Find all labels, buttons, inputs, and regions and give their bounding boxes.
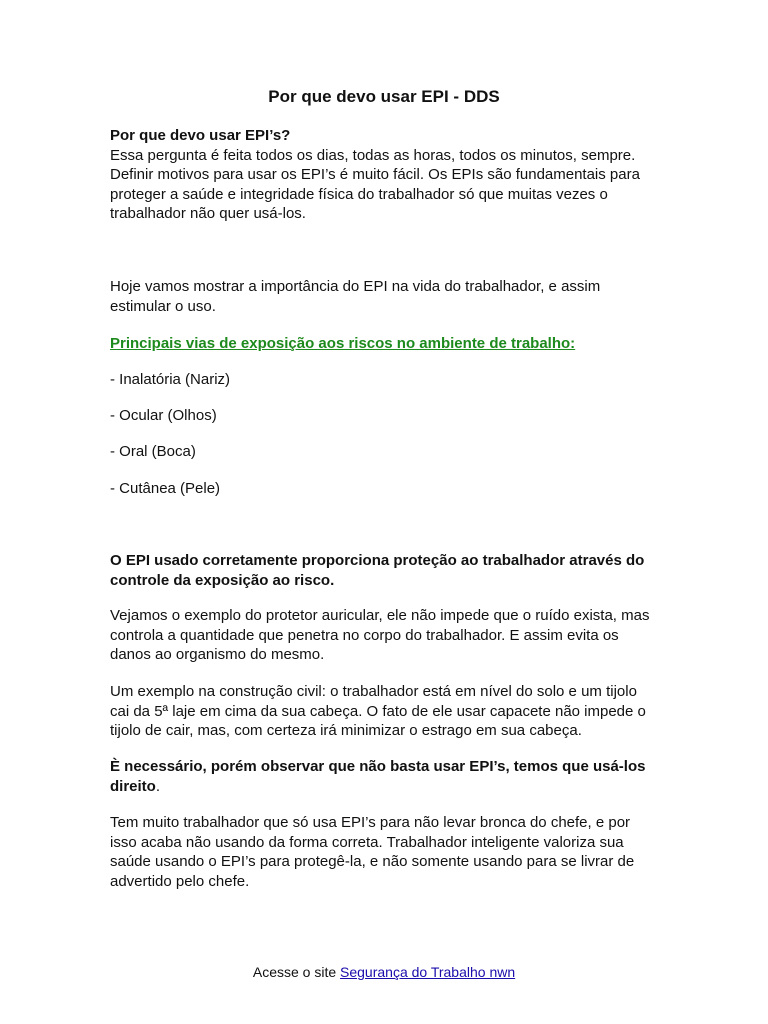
exposure-item-ocular: - Ocular (Olhos) <box>110 407 217 424</box>
exposure-item-oral: - Oral (Boca) <box>110 443 196 460</box>
exposure-item <box>110 370 650 390</box>
ear-example-section <box>110 606 650 665</box>
construction-example-paragraph: Um exemplo na construção civil: o trabalhador está em nível do solo e um tijolo cai da 5ª laje em cima da sua cabeça. O fato de ele usar capacete não impede o tijolo de cair, mas, com certeza irá minimizar o estrago em sua cabeça. <box>110 683 646 739</box>
epi-statement: O EPI usado corretamente proporciona proteção ao trabalhador através do controle da exposição ao risco. <box>110 552 645 589</box>
intro-question: Por que devo usar EPI’s? <box>110 127 291 144</box>
epi-statement-section <box>110 551 650 590</box>
exposure-item-cutanea: - Cutânea (Pele) <box>110 480 221 497</box>
intro-paragraph: Essa pergunta é feita todos os dias, todas as horas, todos os minutos, sempre. Definir motivos para usar os EPI’s é muito fácil. Os EPIs são fundamentais para proteger a saúde e integridade física do trabalhador só que muitas vezes o trabalhador não quer usá-los. <box>110 146 640 222</box>
page-title: Por que devo usar EPI - DDS <box>268 87 500 106</box>
exposure-item <box>110 442 650 462</box>
footer-prefix: Acesse o site <box>252 964 341 980</box>
exposure-item-inalatoria: - Inalatória (Nariz) <box>110 371 231 388</box>
necessary-section <box>110 757 650 796</box>
footer-site-link[interactable]: Segurança do Trabalho nwn <box>340 964 516 980</box>
necessary-statement: È necessário, porém observar que não basta usar EPI’s, temos que usá-los direito <box>110 758 646 795</box>
footer <box>0 963 768 981</box>
closing-section <box>110 813 650 891</box>
today-section <box>110 277 650 316</box>
exposure-item <box>110 406 650 426</box>
closing-paragraph: Tem muito trabalhador que só usa EPI’s para não levar bronca do chefe, e por isso acaba não usando da forma correta. Trabalhador inteligente valoriza sua saúde usando o EPI’s para protegê-la, e não somente usando para se livrar de advertido pelo chefe. <box>110 814 635 890</box>
exposure-heading: Principais vias de exposição aos riscos no ambiente de trabalho: <box>110 335 576 352</box>
ear-example-paragraph: Vejamos o exemplo do protetor auricular, ele não impede que o ruído exista, mas controla a quantidade que penetra no corpo do trabalhador. E assim evita os danos ao organismo do mesmo. <box>110 607 650 663</box>
intro-section <box>110 126 650 224</box>
exposure-item <box>110 479 650 499</box>
today-paragraph: Hoje vamos mostrar a importância do EPI na vida do trabalhador, e assim estimular o uso. <box>110 278 601 315</box>
construction-example-section <box>110 682 650 741</box>
exposure-heading-wrap <box>110 334 650 354</box>
necessary-period: . <box>155 777 161 795</box>
